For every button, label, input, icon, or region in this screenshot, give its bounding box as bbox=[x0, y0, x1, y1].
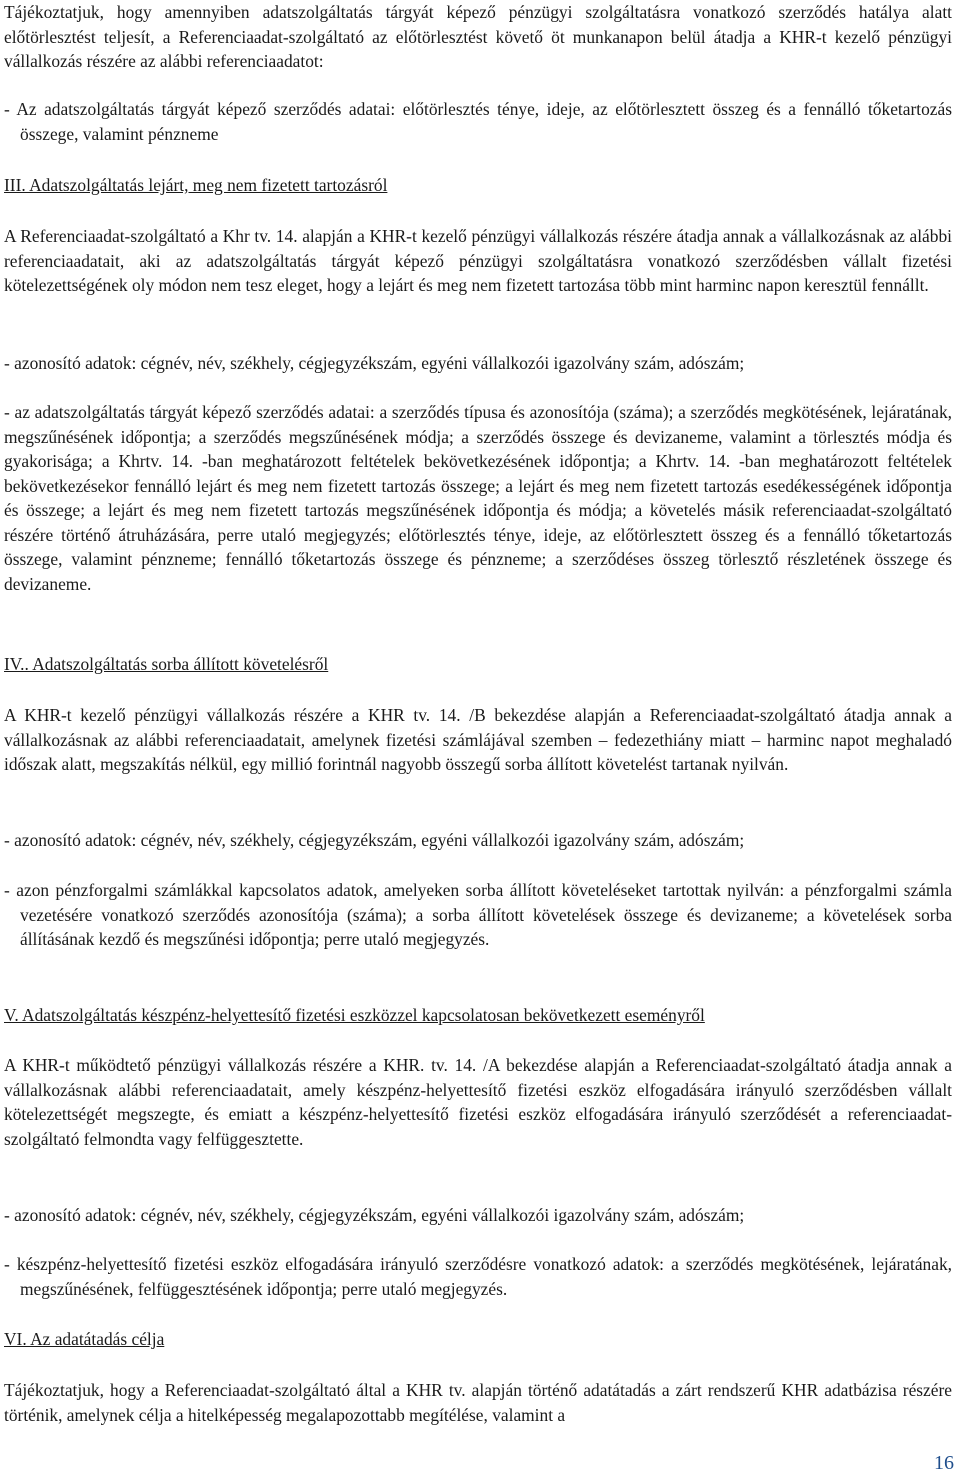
section-3-body: A Referenciaadat-szolgáltató a Khr tv. 14. alapján a KHR-t kezelő pénzügyi vállalkozás részére átadja annak a vállalkozásnak az alábbi referenciaadatait, aki az adatszolgáltatás tárgyát képező pénzügyi szolgáltatásra vonatkozó szerződésben vállalt fizetési kötelezettségének oly módon nem tesz eleget, hogy a lejárt és meg nem fizetett tartozása több mint harminc napon keresztül fennállt. bbox=[4, 226, 952, 295]
section-heading-4: IV.. Adatszolgáltatás sorba állított követelésről bbox=[4, 654, 329, 674]
section-4-body: A KHR-t kezelő pénzügyi vállalkozás részére a KHR tv. 14. /B bekezdése alapján a Referenciaadat-szolgáltató átadja annak a vállalkozásnak az alábbi referenciaadatait, amelynek fizetési számlájával szemben – fedezethiány miatt – harminc napot meghaladó időszak alatt, megszakítás nélkül, egy millió forintnál nagyobb összegű sorba állított követelést tartanak nyilván. bbox=[4, 705, 952, 774]
page-number: 16 bbox=[934, 1452, 954, 1474]
section-5-body: A KHR-t működtető pénzügyi vállalkozás részére a KHR. tv. 14. /A bekezdése alapján a Referenciaadat-szolgáltató átadja annak a vállalkozásnak alábbi referenciaadatait, amely készpénz-helyettesítő fizetési eszköz elfogadására irányuló szerződésben vállalt kötelezettségét megszegte, és emiatt a készpénz-helyettesítő fizetési eszköz elfogadására irányuló szerződését a referenciaadat-szolgáltató felmondta vagy felfüggesztette. bbox=[4, 1055, 952, 1149]
section-heading-6: VI. Az adatátadás célja bbox=[4, 1329, 165, 1349]
intro-paragraph: Tájékoztatjuk, hogy amennyiben adatszolgáltatás tárgyát képező pénzügyi szolgáltatásra vonatkozó szerződés hatálya alatt előtörlesztést teljesít, a Referenciaadat-szolgáltató az előtörlesztést követő öt munkanapon belül átadja a KHR-t kezelő pénzügyi vállalkozás részére az alábbi referenciaadatot: bbox=[4, 2, 952, 71]
section-4-identifiers: - azonosító adatok: cégnév, név, székhely, cégjegyzékszám, egyéni vállalkozói igazolvány szám, adószám; bbox=[4, 830, 745, 850]
intro-bullet: - Az adatszolgáltatás tárgyát képező szerződés adatai: előtörlesztés ténye, ideje, az előtörlesztett összeg és a fennálló tőketartozás összege, valamint pénzneme bbox=[4, 99, 952, 144]
section-5-contract-data: - készpénz-helyettesítő fizetési eszköz elfogadására irányuló szerződésre vonatkozó adatok: a szerződés megkötésének, lejáratának, megszűnésének, felfüggesztésének időpontja; perre utaló megjegyzés. bbox=[4, 1254, 952, 1299]
section-heading-5: V. Adatszolgáltatás készpénz-helyettesítő fizetési eszközzel kapcsolatosan bekövetkezett eseményről bbox=[4, 1005, 705, 1025]
section-3-contract-data: - az adatszolgáltatás tárgyát képező szerződés adatai: a szerződés típusa és azonosítója (száma); a szerződés megkötésének, lejáratának, megszűnésének időpontja; a szerződés megszűnésének módja; a szerződés összege és devizaneme, valamint a törlesztés módja és gyakorisága; a Khrtv. 14. -ban meghatározott feltételek bekövetkezésének időpontja; a Khrtv. 14. -ban meghatározott feltételek bekövetkezésekor fennálló lejárt és meg nem fizetett tartozás összege; a lejárt és meg nem fizetett tartozás esedékességének időpontja és összege; a lejárt és meg nem fizetett tartozás megszűnésének időpontja és módja; a követelés másik referenciaadat-szolgáltató részére történő átruházására, perre utaló megjegyzés; előtörlesztés ténye, ideje, az előtörlesztett összeg és a fennálló tőketartozás összege, valamint pénzneme; fennálló tőketartozás összege és pénzneme; a szerződéses összeg törlesztő részletének összege és devizaneme. bbox=[4, 402, 952, 594]
section-4-account-data: - azon pénzforgalmi számlákkal kapcsolatos adatok, amelyeken sorba állított követeléseket tartottak nyilván: a pénzforgalmi számla vezetésére vonatkozó szerződés azonosítója (száma); a sorba állított követelések összege és devizaneme; a követelések sorba állításának kezdő és megszűnési időpontja; perre utaló megjegyzés. bbox=[4, 880, 952, 949]
section-3-identifiers: - azonosító adatok: cégnév, név, székhely, cégjegyzékszám, egyéni vállalkozói igazolvány szám, adószám; bbox=[4, 353, 745, 373]
section-5-identifiers: - azonosító adatok: cégnév, név, székhely, cégjegyzékszám, egyéni vállalkozói igazolvány szám, adószám; bbox=[4, 1205, 745, 1225]
section-heading-3: III. Adatszolgáltatás lejárt, meg nem fizetett tartozásról bbox=[4, 175, 388, 195]
section-6-body: Tájékoztatjuk, hogy a Referenciaadat-szolgáltató által a KHR tv. alapján történő adatátadás a zárt rendszerű KHR adatbázisa részére történik, amelynek célja a hitelképesség megalapozottabb megítélése, valamint a bbox=[4, 1380, 952, 1425]
